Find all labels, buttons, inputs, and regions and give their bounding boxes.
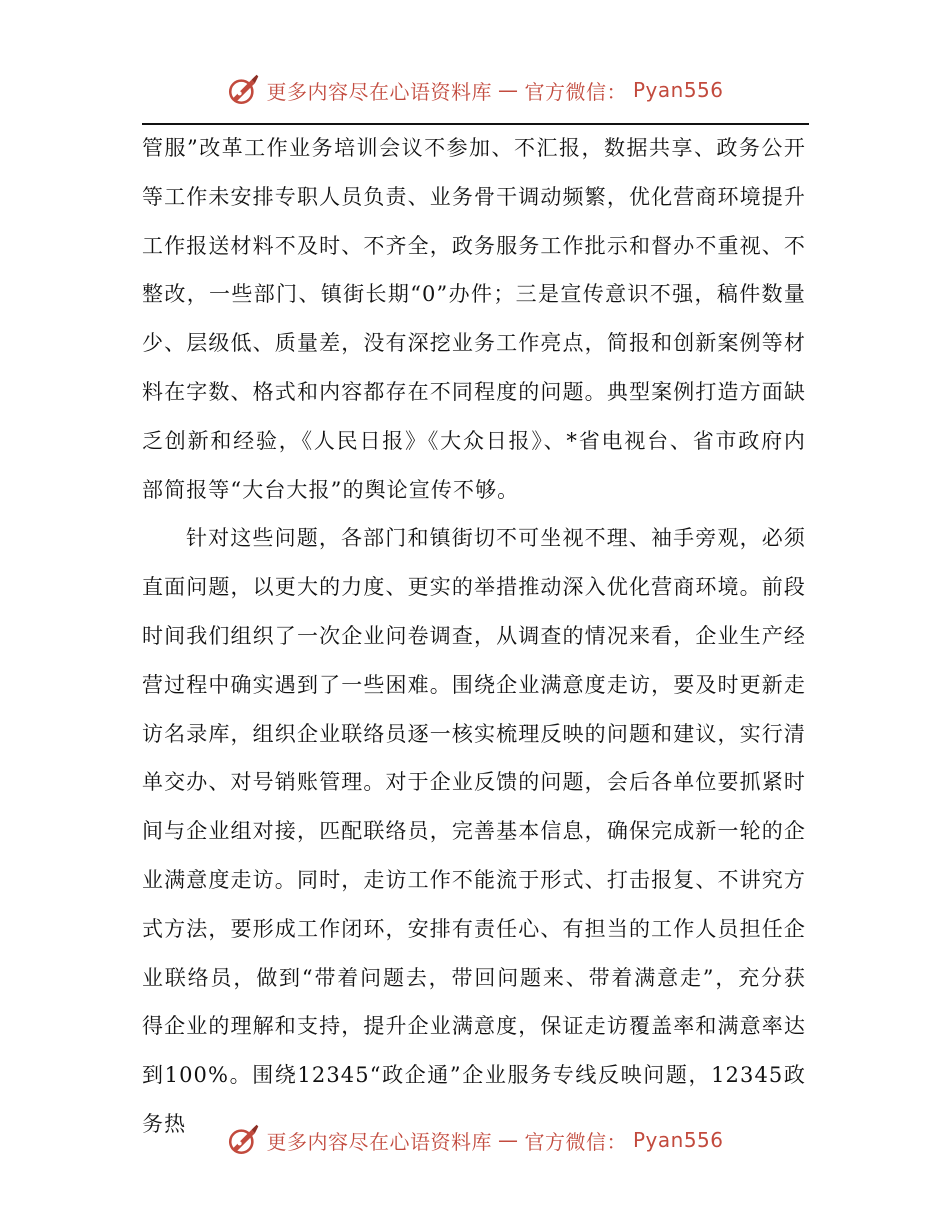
body-paragraph-1: 管服”改革工作业务培训会议不参加、不汇报，数据共享、政务公开等工作未安排专职人员负责、业务骨干调动频繁，优化营商环境提升工作报送材料不及时、不齐全，政务服务工作批示和督办不重视、不整改，一些部门、镇街长期“0”办件；三是宣传意识不强，稿件数量少、层级低、质量差，没有深挖业务工作亮点，简报和创新案例等材料在字数、格式和内容都存在不同程度的问题。典型案例打造方面缺乏创新和经验，《人民日报》《大众日报》、*省电视台、省市政府内部简报等“大台大报”的舆论宣传不够。 (142, 136, 806, 502)
footer-banner-text: 更多内容尽在心语资料库 (266, 1129, 492, 1154)
footer-account: Pyan556 (632, 1128, 724, 1152)
footer-banner (226, 1123, 723, 1157)
header-banner-separator: — (497, 78, 519, 102)
header-account: Pyan556 (632, 78, 724, 102)
page-footer (0, 1118, 950, 1162)
pen-nib-logo-icon (226, 73, 260, 107)
header-banner-text: 更多内容尽在心语资料库 (266, 79, 492, 104)
page-header (0, 68, 950, 112)
body-paragraph-2: 针对这些问题，各部门和镇街切不可坐视不理、袖手旁观，必须直面问题，以更大的力度、更实的举措推动深入优化营商环境。前段时间我们组织了一次企业问卷调查，从调查的情况来看，企业生产经营过程中确实遇到了一些困难。围绕企业满意度走访，要及时更新走访名录库，组织企业联络员逐一核实梳理反映的问题和建议，实行清单交办、对号销账管理。对于企业反馈的问题，会后各单位要抓紧时间与企业组对接，匹配联络员，完善基本信息，确保完成新一轮的企业满意度走访。同时，走访工作不能流于形式、打击报复、不讲究方式方法，要形成工作闭环，安排有责任心、有担当的工作人员担任企业联络员，做到“带着问题去，带回问题来、带着满意走”，充分获得企业的理解和支持，提升企业满意度，保证走访覆盖率和满意率达到100%。围绕12345“政企通”企业服务专线反映问题，12345政务热 (142, 526, 806, 1136)
document-body (142, 124, 806, 1149)
footer-banner-separator: — (497, 1128, 519, 1152)
pen-nib-logo-icon (226, 1123, 260, 1157)
footer-channel-label: 官方微信： (524, 1129, 627, 1154)
header-channel-label: 官方微信： (524, 79, 627, 104)
header-banner (226, 73, 723, 107)
